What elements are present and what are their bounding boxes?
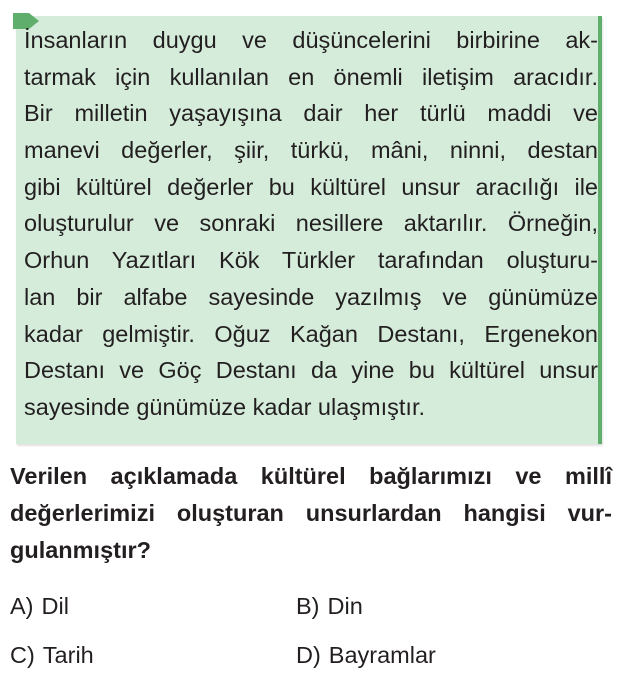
option-text: Bayramlar xyxy=(328,642,436,668)
question-line: değerlerimizi oluşturan unsurlardan hangisi vur- xyxy=(10,500,612,526)
passage-line: lan bir alfabe sayesinde yazılmış ve günümüze xyxy=(24,283,598,310)
option-text: Dil xyxy=(41,593,69,619)
option-text: Tarih xyxy=(42,642,94,668)
option-d[interactable] xyxy=(296,640,436,670)
option-letter: C) xyxy=(10,642,35,668)
passage-text xyxy=(24,22,598,426)
passage-line: tarmak için kullanılan en önemli iletişim aracıdır. xyxy=(24,63,598,90)
question-line: gulanmıştır? xyxy=(10,537,152,563)
passage-line: gibi kültürel değerler bu kültürel unsur aracılığı ile xyxy=(24,173,598,200)
passage-line: manevi değerler, şiir, türkü, mâni, ninni, destan xyxy=(24,137,598,164)
passage-line: sayesinde günümüze kadar ulaşmıştır. xyxy=(24,393,426,420)
passage-line: İnsanların duygu ve düşüncelerini birbirine ak- xyxy=(24,27,598,53)
question-line: Verilen açıklamada kültürel bağlarımızı ve millî xyxy=(10,463,612,489)
option-a[interactable] xyxy=(10,591,69,621)
option-b[interactable] xyxy=(296,591,363,621)
option-text: Din xyxy=(327,593,363,619)
passage-line: Orhun Yazıtları Kök Türkler tarafından oluşturu- xyxy=(24,247,598,274)
passage-line: oluşturulur ve sonraki nesillere aktarılır. Örneğin, xyxy=(24,210,598,237)
passage-line: kadar gelmiştir. Oğuz Kağan Destanı, Ergenekon xyxy=(24,320,598,347)
passage-line: Bir milletin yaşayışına dair her türlü maddi ve xyxy=(24,100,598,127)
option-letter: B) xyxy=(296,593,320,619)
option-c[interactable] xyxy=(10,640,94,670)
passage-line: Destanı ve Göç Destanı da yine bu kültürel unsur xyxy=(24,357,598,384)
option-letter: D) xyxy=(296,642,321,668)
question-stem xyxy=(10,458,612,569)
option-letter: A) xyxy=(10,593,34,619)
